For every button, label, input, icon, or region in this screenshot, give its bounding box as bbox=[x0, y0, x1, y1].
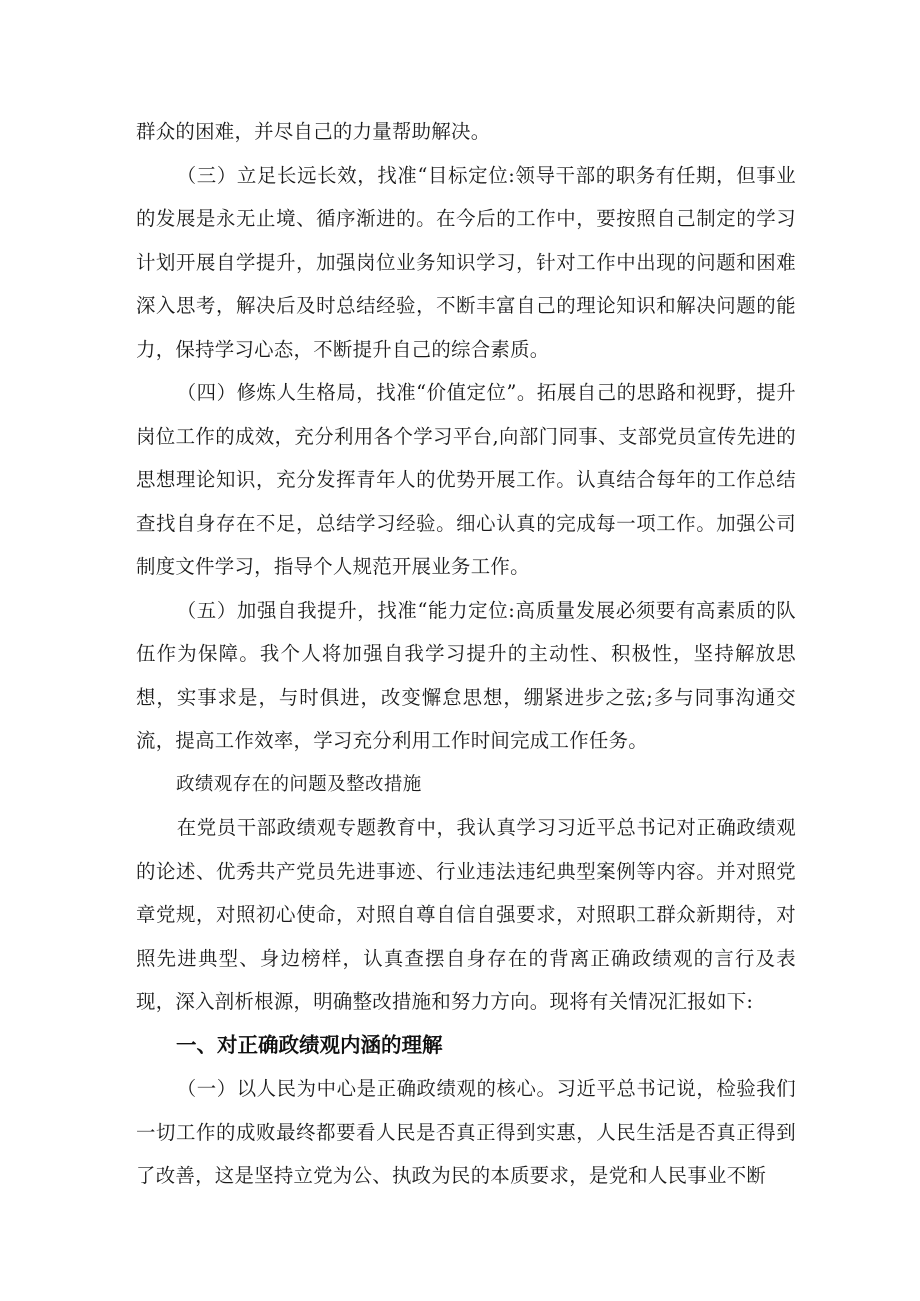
section-heading: 一、对正确政绩观内涵的理解 bbox=[176, 1032, 443, 1057]
paragraph-intro: 在党员干部政绩观专题教育中，我认真学习习近平总书记对正确政绩观的论述、优秀共产党员先进事迹、行业违法违纪典型案例等内容。并对照党章党规，对照初心使命，对照自尊自信自强要求，对照职工群众新期待，对照先进典型、身边榜样，认真查摆自身存在的背离正确政绩观的言行及表现，深入剖析根源，明确整改措施和努力方向。现将有关情况汇报如下: bbox=[136, 816, 796, 1013]
document-page bbox=[136, 110, 796, 1198]
paragraph-value-positioning: （四）修炼人生格局，找准“价值定位”。拓展自己的思路和视野，提升岗位工作的成效，充分利用各个学习平台,向部门同事、支部党员宣传先进的思想理论知识，充分发挥青年人的优势开展工作。认真结合每年的工作总结查找自身存在不足，总结学习经验。细心认真的完成每一项工作。加强公司制度文件学习，指导个人规范开展业务工作。 bbox=[136, 381, 796, 578]
section-subtitle: 政绩观存在的问题及整改措施 bbox=[176, 773, 422, 795]
paragraph-people-centered: （一）以人民为中心是正确政绩观的核心。习近平总书记说，检验我们一切工作的成败最终都要看人民是否真正得到实惠，人民生活是否真正得到了改善，这是坚持立党为公、执政为民的本质要求，是党和人民事业不断 bbox=[136, 1077, 796, 1187]
paragraph-ability-positioning: （五）加强自我提升，找准“能力定位:高质量发展必须要有高素质的队伍作为保障。我个人将加强自我学习提升的主动性、积极性，坚持解放思想，实事求是，与时俱进，改变懈怠思想，绷紧进步之弦;多与同事沟通交流，提高工作效率，学习充分利用工作时间完成工作任务。 bbox=[136, 598, 796, 752]
paragraph-continuation: 群众的困难，并尽自己的力量帮助解决。 bbox=[136, 120, 491, 143]
paragraph-target-positioning: （三）立足长远长效，找准“目标定位:领导干部的职务有任期，但事业的发展是永无止境、循序渐进的。在今后的工作中，要按照自己制定的学习计划开展自学提升，加强岗位业务知识学习，针对工作中出现的问题和困难深入思考，解决后及时总结经验，不断丰富自己的理论知识和解决问题的能力，保持学习心态，不断提升自己的综合素质。 bbox=[136, 163, 796, 361]
